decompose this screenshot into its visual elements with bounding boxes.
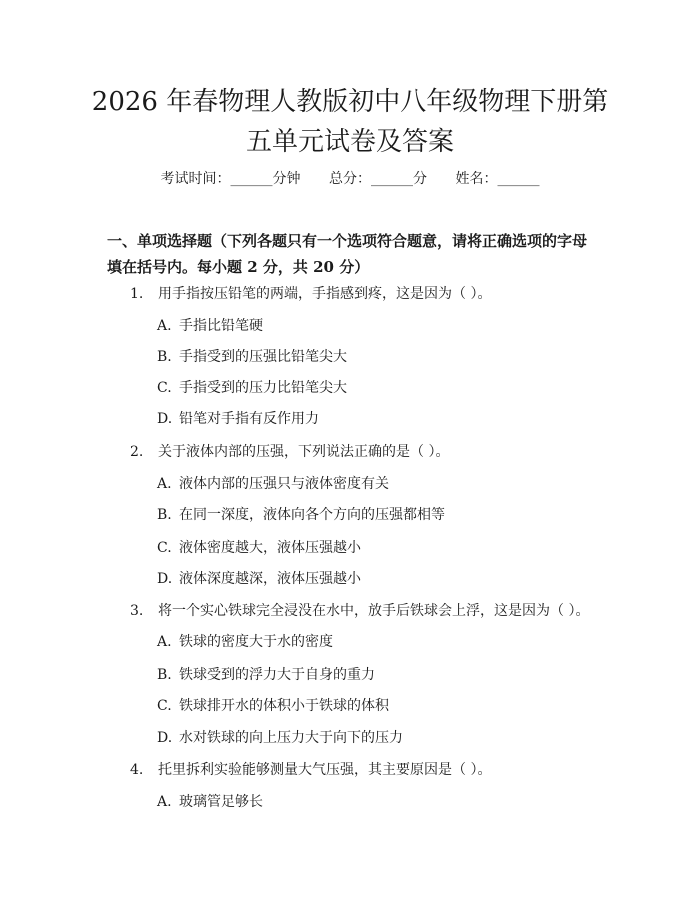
q2-option-a — [157, 473, 389, 493]
option-text: 铁球受到的浮力大于自身的重力 — [179, 667, 375, 683]
question-number: 3. — [130, 603, 144, 619]
q1-option-a — [157, 315, 263, 335]
option-text: 铁球的密度大于水的密度 — [179, 634, 333, 650]
question-3 — [130, 600, 589, 620]
option-letter: C. — [157, 380, 172, 396]
q2-option-d — [157, 568, 361, 588]
q1-option-b — [157, 346, 347, 366]
q3-option-d — [157, 727, 403, 747]
q2-option-c — [157, 537, 361, 557]
option-text: 铁球排开水的体积小于铁球的体积 — [179, 698, 389, 714]
q3-option-b — [157, 664, 375, 684]
option-text: 液体密度越大，液体压强越小 — [179, 540, 361, 556]
question-4 — [130, 759, 491, 779]
q1-option-c — [157, 377, 347, 397]
option-letter: D. — [157, 571, 173, 587]
q2-option-b — [157, 504, 445, 524]
option-letter: D. — [157, 411, 173, 427]
student-name-field: 姓名：______ — [455, 171, 540, 187]
option-letter: C. — [157, 540, 172, 556]
question-number: 1. — [130, 286, 144, 302]
option-text: 铅笔对手指有反作用力 — [179, 411, 319, 427]
question-text: 用手指按压铅笔的两端，手指感到疼，这是因为（ ）。 — [158, 286, 492, 302]
q3-option-c — [157, 695, 389, 715]
option-letter: A. — [157, 634, 172, 650]
option-text: 在同一深度，液体向各个方向的压强都相等 — [179, 507, 445, 523]
question-text: 将一个实心铁球完全浸没在水中，放手后铁球会上浮，这是因为（ ）。 — [158, 603, 590, 619]
option-text: 液体内部的压强只与液体密度有关 — [179, 476, 389, 492]
option-text: 手指受到的压力比铅笔尖大 — [179, 380, 347, 396]
option-text: 手指比铅笔硬 — [179, 318, 263, 334]
question-1 — [130, 283, 491, 303]
page-title — [0, 82, 700, 162]
question-number: 4. — [130, 762, 144, 778]
title-line-2: 五单元试卷及答案 — [245, 127, 454, 157]
option-text: 玻璃管足够长 — [179, 794, 263, 810]
option-letter: A. — [157, 794, 172, 810]
option-letter: B. — [157, 667, 172, 683]
question-text: 托里拆利实验能够测量大气压强，其主要原因是（ ）。 — [158, 762, 492, 778]
option-text: 水对铁球的向上压力大于向下的压力 — [179, 730, 403, 746]
question-number: 2. — [130, 444, 144, 460]
option-letter: C. — [157, 698, 172, 714]
question-2 — [130, 441, 449, 461]
exam-meta — [0, 168, 700, 188]
total-score-field: 总分：______分 — [329, 171, 427, 187]
option-letter: D. — [157, 730, 173, 746]
exam-time-field: 考试时间：______分钟 — [160, 171, 301, 187]
option-text: 液体深度越深，液体压强越小 — [179, 571, 361, 587]
section-heading: 一、单项选择题（下列各题只有一个选项符合题意，请将正确选项的字母填在括号内。每小题 2 分，共 20 分） — [107, 232, 588, 276]
option-letter: A. — [157, 318, 172, 334]
question-text: 关于液体内部的压强，下列说法正确的是（ ）。 — [158, 444, 450, 460]
option-letter: B. — [157, 349, 172, 365]
q4-option-a — [157, 791, 263, 811]
option-text: 手指受到的压强比铅笔尖大 — [179, 349, 347, 365]
q1-option-d — [157, 408, 319, 428]
q3-option-a — [157, 631, 333, 651]
option-letter: A. — [157, 476, 172, 492]
title-line-1: 2026 年春物理人教版初中八年级物理下册第 — [91, 87, 609, 117]
option-letter: B. — [157, 507, 172, 523]
